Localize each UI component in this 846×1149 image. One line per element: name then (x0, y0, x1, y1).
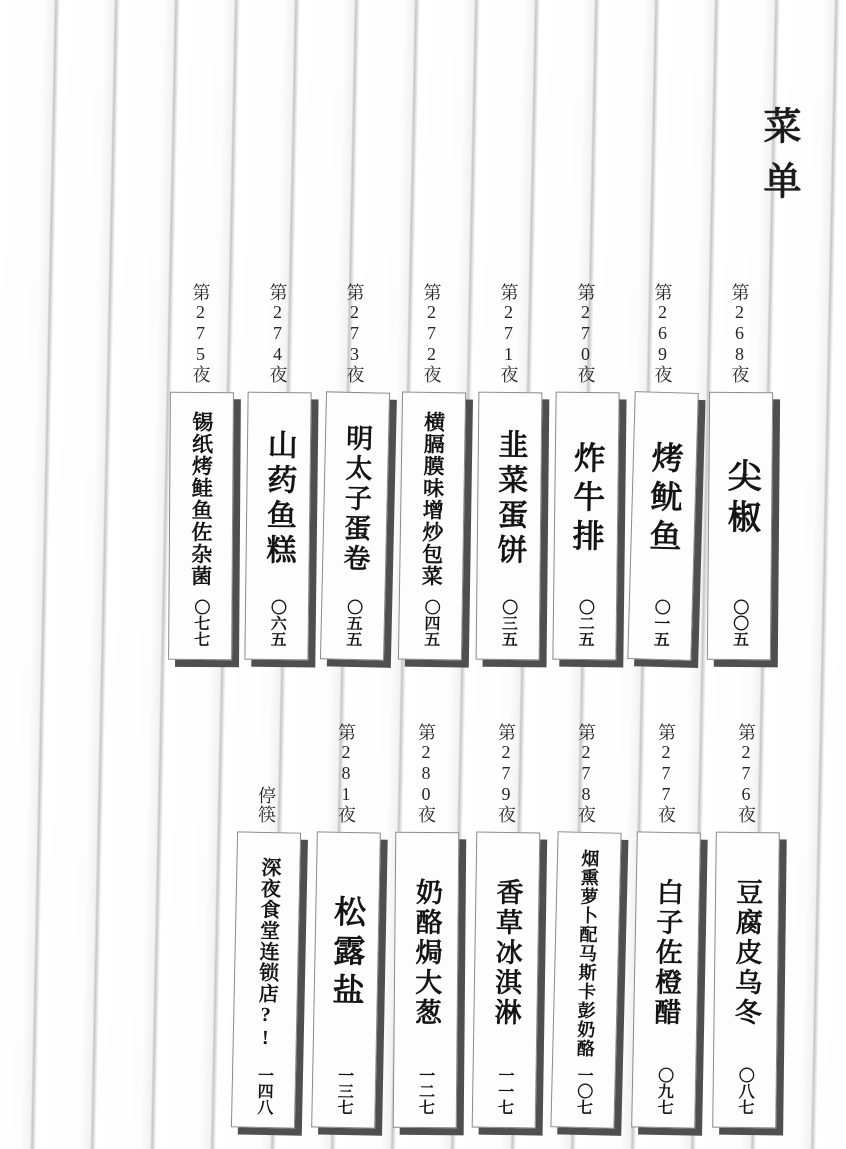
dish-tag (706, 392, 772, 661)
episode-label: 第274夜 (267, 283, 288, 384)
dish-tag (168, 392, 234, 660)
page-number: 〇〇五 (729, 598, 748, 648)
dish-tag (393, 832, 460, 1129)
menu-entry (466, 700, 546, 1128)
page-number: 一三七 (334, 1066, 353, 1116)
page-number: 〇四五 (421, 598, 439, 648)
episode-zone (733, 700, 759, 832)
dish-name: 尖椒 (721, 457, 759, 541)
dish-name: 山药鱼糕 (260, 428, 296, 570)
episode-zone (413, 700, 439, 832)
menu-entry (162, 264, 239, 660)
episode-label: 第272夜 (421, 283, 442, 384)
page-number: 〇一五 (650, 598, 669, 648)
menu-entry (226, 700, 306, 1128)
episode-label: 第268夜 (729, 283, 750, 384)
menu-entry (706, 700, 786, 1128)
episode-zone (727, 264, 753, 392)
page-number: 〇九七 (654, 1066, 673, 1116)
episode-label: 第276夜 (736, 723, 756, 824)
page-number: 一四八 (254, 1066, 273, 1116)
dish-tag (244, 392, 311, 661)
episode-label: 第278夜 (576, 723, 596, 824)
episode-label: 停筷 (256, 786, 276, 824)
episode-label: 第269夜 (652, 283, 673, 384)
dish-name: 深夜食堂连锁店?! (254, 856, 281, 1050)
dish-tag (552, 392, 619, 661)
episode-label: 第270夜 (575, 283, 596, 384)
dish-tag (627, 391, 698, 661)
dish-name: 烟熏萝卜配马斯卡彭奶酪 (574, 848, 600, 1058)
page-number: 〇六五 (267, 598, 286, 648)
dish-name: 烤鱿鱼 (644, 440, 684, 559)
dish-tag (397, 392, 465, 661)
episode-label: 第279夜 (496, 723, 516, 824)
menu-entry (547, 264, 624, 660)
episode-zone (573, 264, 599, 392)
page-number: 一〇七 (574, 1066, 593, 1116)
menu-row-top (162, 264, 778, 660)
dish-name: 炸牛排 (567, 440, 606, 558)
episode-label: 第275夜 (190, 283, 211, 384)
page-number: 〇五五 (343, 598, 362, 648)
dish-name: 豆腐皮乌冬 (730, 877, 763, 1029)
dish-tag (550, 831, 621, 1128)
episode-label: 第271夜 (498, 283, 519, 384)
episode-zone (653, 700, 679, 832)
menu-entry (546, 700, 626, 1128)
dish-tag (231, 831, 301, 1128)
menu-entry (386, 700, 466, 1128)
dish-name: 香草冰淇淋 (490, 877, 523, 1029)
menu-entry (626, 700, 706, 1128)
dish-name: 松露盐 (328, 894, 367, 1012)
dish-name: 韭菜蛋饼 (491, 428, 527, 570)
dish-tag (319, 391, 389, 660)
page-title: 菜单 (757, 106, 799, 216)
menu-entry (316, 264, 393, 660)
page-number: 一二七 (416, 1066, 434, 1116)
episode-zone (188, 264, 214, 392)
page-number: 一一七 (495, 1066, 514, 1116)
episode-label: 第280夜 (416, 723, 436, 824)
dish-tag (311, 831, 381, 1128)
dish-name: 奶酪焗大葱 (410, 877, 443, 1029)
episode-zone (333, 700, 359, 832)
menu-entry (239, 264, 316, 660)
menu-entry (306, 700, 386, 1128)
page-number: 〇二五 (575, 598, 594, 648)
menu-entry (393, 264, 470, 660)
dish-name: 锡纸烤鲑鱼佐杂菌 (188, 410, 214, 588)
episode-zone (493, 700, 519, 832)
dish-tag (472, 832, 541, 1129)
episode-zone (496, 264, 522, 392)
dish-name: 横膈膜味增炒包菜 (418, 410, 446, 588)
dish-name: 白子佐橙醋 (650, 877, 684, 1029)
dish-tag (712, 832, 780, 1129)
episode-zone (253, 700, 279, 832)
episode-zone (650, 264, 676, 392)
page-number: 〇八七 (735, 1066, 754, 1116)
episode-zone (573, 700, 599, 832)
episode-label: 第281夜 (336, 723, 356, 824)
page-number: 〇三五 (498, 598, 517, 648)
episode-label: 第277夜 (656, 723, 676, 824)
episode-label: 第273夜 (344, 283, 365, 384)
episode-zone (342, 264, 368, 392)
dish-tag (631, 831, 701, 1128)
episode-zone (419, 264, 445, 392)
menu-entry (624, 264, 701, 660)
menu-row-bottom (226, 700, 786, 1128)
page-number: 〇七七 (191, 598, 209, 648)
menu-entry (470, 264, 547, 660)
menu-entry (701, 264, 778, 660)
episode-zone (265, 264, 291, 392)
dish-name: 明太子蛋卷 (338, 423, 372, 575)
dish-tag (475, 392, 542, 661)
